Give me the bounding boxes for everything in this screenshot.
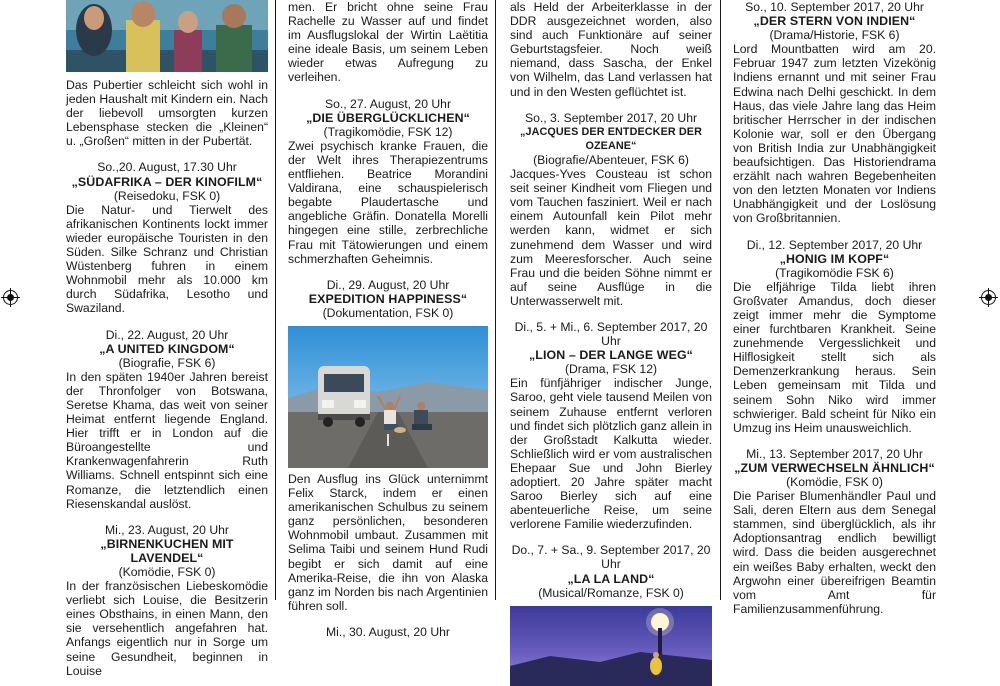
screening-date: Di., 5. + Mi., 6. September 2017, 20 Uhr bbox=[514, 319, 708, 349]
film-genre: (Drama/Historie, FSK 6) bbox=[769, 28, 900, 43]
screening-date: So.,20. August, 17.30 Uhr bbox=[97, 160, 237, 175]
film-title: „A UNITED KINGDOM“ bbox=[99, 341, 235, 356]
column-2 bbox=[288, 0, 488, 639]
film-title: „JACQUES DER ENTDECKER DER OZEANE“ bbox=[520, 125, 702, 152]
column-4 bbox=[733, 0, 936, 616]
film-description: Lord Mountbatten wird am 20. Februar 1947 zum letzten Vizekönig Indiens ernannt und mit seiner Frau Edwina nach Delhi geschickt. In dem Haus, das viele Jahre lang das Heim britischer Herrscher in der indischen Kolonie war, soll er den Übergang von British India zur Unabhängigkeit beaufsichtigen. Das Historiendrama erzählt nach wahren Begebenheiten von den letzten Monaten vor Indiens Unabhängigkeit und der Loslösung von Großbritannien. bbox=[733, 42, 936, 226]
screening-date: Mi., 13. September 2017, 20 Uhr bbox=[746, 446, 923, 461]
article-text-top: Das Pubertier schleicht sich wohl in jeden Haushalt mit Kindern ein. Nach der liebevoll umsorgten kurzen Lebensphase stecken die „Kleinen“ u. „Großen“ mitten in der Pubertät. bbox=[66, 78, 268, 149]
film-description: In der französischen Liebeskomödie verliebt sich Louise, die Besitzerin eines Obsthains, in einen Mann, den sie versehentlich angefahren hat. Anfangs eigentlich nur in Sorge um seine Gesundheit, beginnen in Louise bbox=[66, 579, 268, 678]
column-rule bbox=[275, 0, 276, 600]
screening-date: Mi., 30. August, 20 Uhr bbox=[326, 624, 450, 639]
film-description: In den späten 1940er Jahren bereist der Thronfolger von Botswana, Seretse Khama, das weit von seiner Heimat entfernt liegende England. Hier trifft er in London auf die Büroangestellte und Krankenwagenfahrerin Ruth Williams. Schnell entspinnt sich eine Romanze, die letztendlich einen Riesenskandal auslöst. bbox=[66, 369, 268, 511]
film-genre: (Biografie/Abenteuer, FSK 6) bbox=[533, 152, 689, 167]
article-text-top: als Held der Arbeiterklasse in der DDR ausgezeichnet worden, also sind auch Funktionäre auf seiner Geburtstagsfeier. Noch weiß niemand, dass Sascha, der Enkel von Wilhelm, das Land verlassen hat und in den Westen geflüchtet ist. bbox=[510, 0, 712, 99]
film-title: „LA LA LAND“ bbox=[567, 571, 655, 586]
film-title: „DER STERN VON INDIEN“ bbox=[753, 14, 916, 29]
photo-schoolbus bbox=[288, 326, 488, 468]
film-description: Die Natur- und Tierwelt des afrikanischen Kontinents lockt immer wieder europäische Touristen in den Süden. Silke Schranz und Christian Wüstenberg fuhren in einem Wohnmobil mehr als 10.000 km durch Südafrika, Lesotho und Swaziland. bbox=[66, 202, 268, 316]
film-description: Jacques-Yves Cousteau ist schon seit seiner Kindheit vom Fliegen und vom Tauchen fasziniert. Weil er nach einem Autounfall kein Pilot mehr werden kann, widmet er sich zunehmend dem Wasser und wird zum Meeresforscher. Auch seine Frau und die beiden Söhne nimmt er auf seine Ausflüge in die Unterwasserwelt mit. bbox=[510, 167, 712, 308]
film-title: „DIE ÜBERGLÜCKLICHEN“ bbox=[306, 110, 470, 125]
film-genre: (Tragikomödie FSK 6) bbox=[775, 265, 894, 280]
column-rule bbox=[495, 0, 496, 600]
screening-date: So., 10. September 2017, 20 Uhr bbox=[745, 0, 924, 14]
film-genre: (Komödie, FSK 0) bbox=[786, 475, 883, 489]
film-description: Ein fünfjähriger indischer Junge, Saroo, geht viele tausend Meilen von seinem Zuhause entfernt verloren und findet sich plötzlich ganz allein in der Großstadt Kalkutta wieder. Schließlich wird er vom australischen Ehepaar Sue und John Bierley adoptiert. 20 Jahre später macht Saroo Bierley sich auf eine abenteuerliche Reise, um seine verlorene Familie wiederzufinden. bbox=[510, 376, 712, 532]
screening-date: Mi., 23. August, 20 Uhr bbox=[105, 522, 229, 537]
column-rule bbox=[720, 0, 721, 600]
article-text-top: men. Er bricht ohne seine Frau Rachelle zu Wasser auf und findet im Ausflugslokal der Wirtin Laëtitia eine ideale Basis, um seinem Leben wieder etwas Aufregung zu verleihen. bbox=[288, 0, 488, 85]
photo-family bbox=[66, 0, 268, 72]
screening-date: Di., 29. August, 20 Uhr bbox=[326, 277, 450, 292]
screening-date: Do., 7. + Sa., 9. September 2017, 20 Uhr bbox=[511, 543, 711, 572]
screening-date: Di., 12. September 2017, 20 Uhr bbox=[746, 237, 923, 252]
film-title: „SÜDAFRIKA – DER KINOFILM“ bbox=[71, 174, 263, 189]
film-description: Die elfjährige Tilda liebt ihren Großvater Amandus, doch dieser zeigt immer mehr die Symptome einer furchtbaren Krankheit. Seine zunehmende Vergesslichkeit und Hilflosigkeit stellt sich als Demenzerkrankung heraus. Sein Leben gemeinsam mit Tilda und seinem Sohn Niko wird immer schwieriger. Bald scheint für Niko ein Umzug ins Heim unausweichlich. bbox=[733, 279, 936, 435]
film-description: Den Ausflug ins Glück unternimmt Felix Starck, indem er einen amerikanischen Schulbus zu seinem ganz persönlichen, besonderen Wohnmobil umbaut. Zusammen mit Selima Taibi und seinem Hund Rudi begibt er sich damit auf eine Amerika-Reise, die ihn von Alaska ganz im Norden bis nach Argentinien führen soll. bbox=[288, 471, 488, 613]
film-title: „HONIG IM KOPF“ bbox=[779, 251, 890, 266]
film-title: „ZUM VERWECHSELN ÄHNLICH“ bbox=[734, 460, 935, 475]
film-description: Die Pariser Blumenhändler Paul und Sali, deren Eltern aus dem Senegal stammen, sind überglücklich, als ihr Adoptionsantrag endlich bewilligt wird. Dass die beiden ausgerechnet ein weißes Baby erhalten, weckt den Argwohn einer übereifrigen Beamtin vom Amt für Familienzusammenführung. bbox=[733, 489, 936, 616]
screening-date: Di., 22. August, 20 Uhr bbox=[105, 327, 229, 342]
film-genre: (Biografie, FSK 6) bbox=[118, 355, 216, 370]
screening-date: So., 3. September 2017, 20 Uhr bbox=[524, 110, 698, 125]
film-genre: (Musical/Romanze, FSK 0) bbox=[538, 585, 684, 600]
column-3 bbox=[510, 0, 712, 600]
film-genre: (Tragikomödie, FSK 12) bbox=[323, 124, 453, 139]
film-genre: (Dokumentation, FSK 0) bbox=[322, 305, 454, 320]
film-title: „BIRNENKUCHEN MIT LAVENDEL“ bbox=[100, 536, 234, 565]
film-genre: (Drama, FSK 12) bbox=[564, 362, 658, 377]
film-genre: (Reisedoku, FSK 0) bbox=[113, 188, 221, 203]
film-title: „LION – DER LANGE WEG“ bbox=[529, 348, 693, 363]
photo-lalaland bbox=[510, 606, 712, 686]
film-title: EXPEDITION HAPPINESS“ bbox=[308, 291, 468, 306]
screening-date: So., 27. August, 20 Uhr bbox=[324, 96, 452, 111]
column-1 bbox=[66, 0, 268, 678]
registration-mark-right bbox=[981, 290, 996, 305]
film-genre: (Komödie, FSK 0) bbox=[118, 565, 216, 579]
film-description: Zwei psychisch kranke Frauen, die der Welt ihres Therapiezentrums entfliehen. Beatrice Morandini Valdirana, eine schauspielerisch begabte Plaudertasche und angebliche Gräfin. Donatella Morelli hingegen eine stille, zerbrechliche Frau mit Tätowierungen und einem schmerzhaften Geheimnis. bbox=[288, 138, 488, 266]
registration-mark-left bbox=[3, 290, 18, 305]
